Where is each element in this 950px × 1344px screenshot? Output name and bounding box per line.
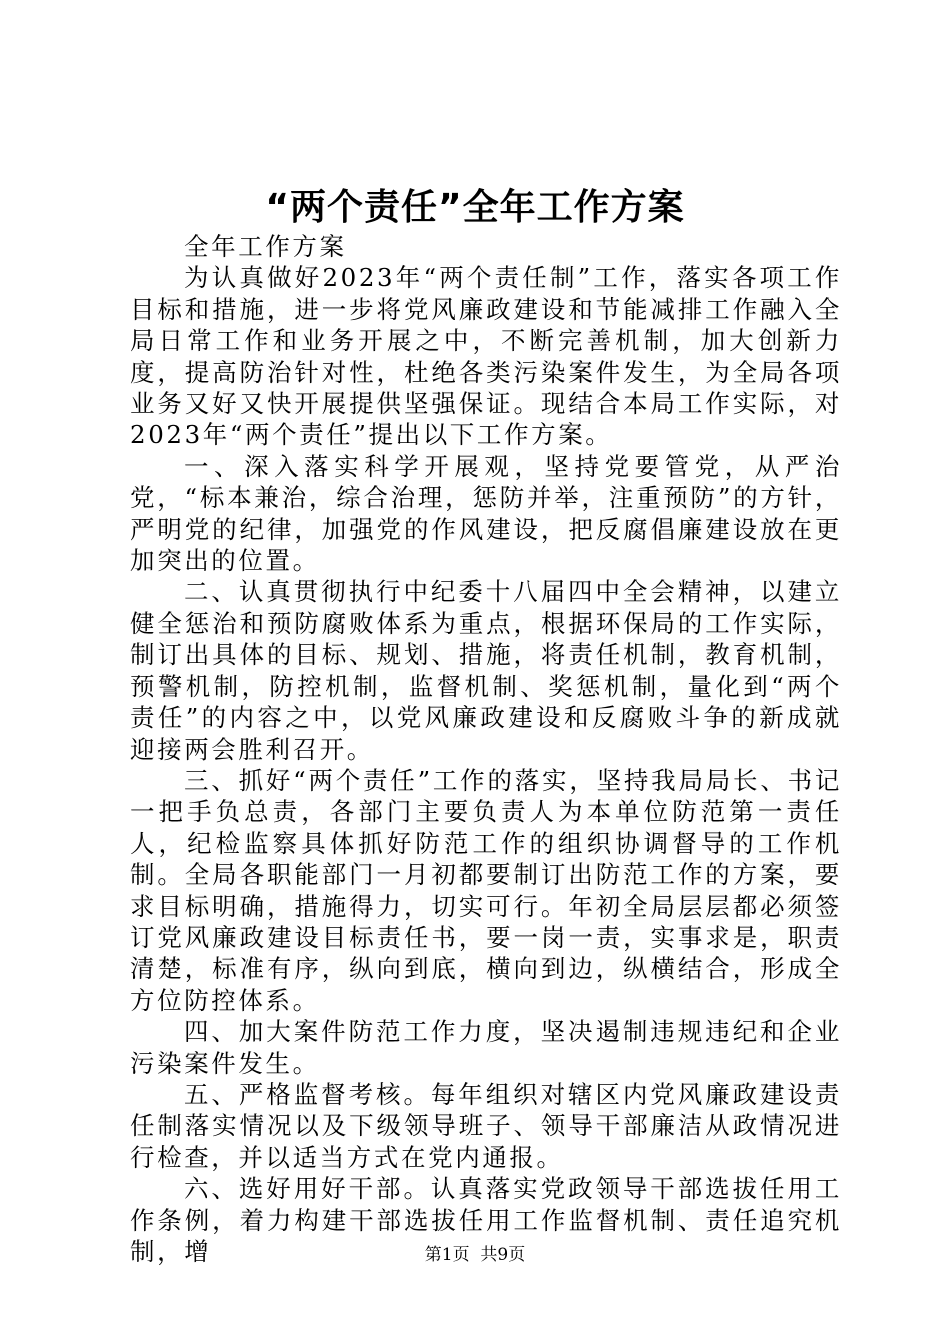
- paragraph-item-1: 一、深入落实科学开展观，坚持党要管党，从严治党，“标本兼治，综合治理，惩防并举，注重预防”的方针，严明党的纪律，加强党的作风建设，把反腐倡廉建设放在更加突出的位置。: [130, 451, 842, 576]
- paragraph-subtitle: 全年工作方案: [184, 232, 347, 261]
- page-number: 第1页: [424, 1245, 470, 1265]
- paragraph-item-3: 三、抓好“两个责任”工作的落实，坚持我局局长、书记一把手负总责，各部门主要负责人为本单位防范第一责任人，纪检监察具体抓好防范工作的组织协调督导的工作机制。全局各职能部门一月初都要制订出防范工作的方案，要求目标明确，措施得力，切实可行。年初全局层层都必须签订党风廉政建设目标责任书，要一岗一责，实事求是，职责清楚，标准有序，纵向到底，横向到边，纵横结合，形成全方位防控体系。: [130, 765, 842, 1015]
- page-total: 共9页: [480, 1245, 526, 1265]
- document-body: [130, 231, 842, 1267]
- paragraph-item-5: 五、严格监督考核。每年组织对辖区内党风廉政建设责任制落实情况以及下级领导班子、领导干部廉洁从政情况进行检查，并以适当方式在党内通报。: [130, 1079, 842, 1172]
- document-title: “两个责任”全年工作方案: [265, 187, 685, 228]
- paragraph-item-2: 二、认真贯彻执行中纪委十八届四中全会精神，以建立健全惩治和预防腐败体系为重点，根据环保局的工作实际，制订出具体的目标、规划、措施，将责任机制，教育机制，预警机制，防控机制，监督机制、奖惩机制，量化到“两个责任”的内容之中，以党风廉政建设和反腐败斗争的新成就迎接两会胜利召开。: [130, 577, 842, 764]
- paragraph-intro: 为认真做好2023年“两个责任制”工作，落实各项工作目标和措施，进一步将党风廉政建设和节能减排工作融入全局日常工作和业务开展之中，不断完善机制，加大创新力度，提高防治针对性，杜绝各类污染案件发生，为全局各项业务又好又快开展提供坚强保证。现结合本局工作实际，对2023年“两个责任”提出以下工作方案。: [130, 263, 842, 450]
- paragraph-item-6: 六、选好用好干部。认真落实党政领导干部选拔任用工作条例，着力构建干部选拔任用工作监督机制、责任追究机制，增: [130, 1174, 842, 1266]
- paragraph-item-4: 四、加大案件防范工作力度，坚决遏制违规违纪和企业污染案件发生。: [130, 1017, 842, 1078]
- page-footer: [0, 1244, 950, 1266]
